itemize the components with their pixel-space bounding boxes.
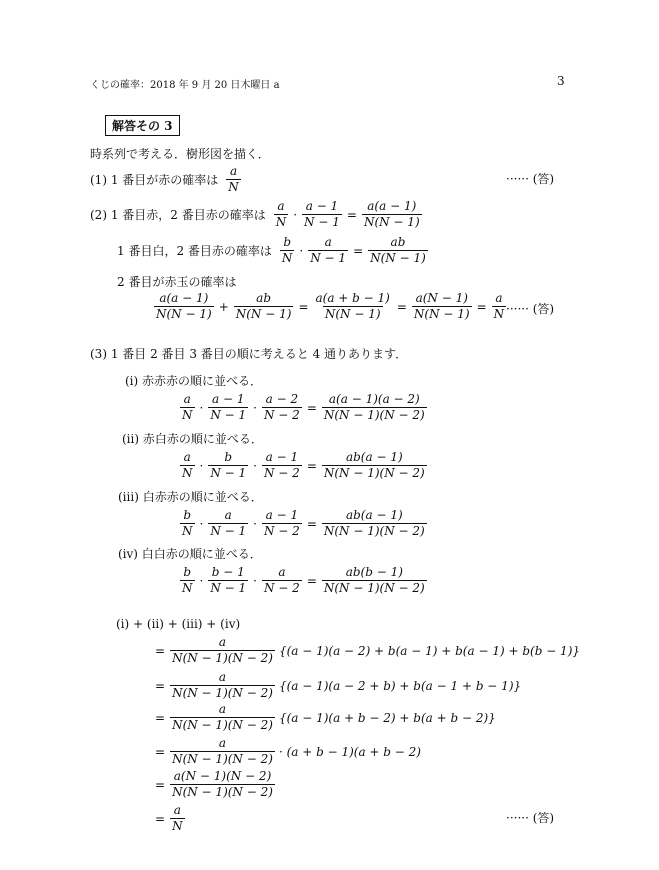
fraction: $\frac{ab}{N(N - 1)}$ <box>370 235 426 265</box>
dot-op: · <box>199 400 204 415</box>
eq-op: = <box>155 777 166 792</box>
running-header: くじの確率：2018 年 9 月 20 日木曜日 a <box>90 80 280 91</box>
eq-op: = <box>155 744 166 759</box>
problem-2-line1 <box>90 200 424 229</box>
fraction: $\frac{ab(a - 1)}{N(N - 1)(N - 2)}$ <box>323 450 425 480</box>
fraction: $\frac{a}{N - 2}$ <box>263 565 300 595</box>
page-number: 3 <box>557 74 565 88</box>
fraction: a − 1 N − 1 <box>210 392 247 422</box>
fraction: b − 1 N − 1 <box>210 565 247 595</box>
fraction: a N <box>182 450 193 480</box>
dot-op: · <box>253 573 257 588</box>
fraction: a N <box>275 199 287 229</box>
fraction: $\frac{a - 1}{N - 1}$ <box>304 199 340 229</box>
sum-label: (i) + (ii) + (iii) + (iv) <box>116 617 241 631</box>
expr: · (a + b − 1)(a + b − 2) <box>278 744 421 759</box>
problem-2-line3-label: 2 番目が赤玉の確率は <box>117 275 237 289</box>
fraction: b N <box>182 508 193 538</box>
sum-step-2 <box>152 671 521 700</box>
eq-op: = <box>353 243 364 258</box>
plus-op: + <box>218 299 229 314</box>
problem-2-sum <box>152 292 508 321</box>
fraction: $\frac{a - 1}{N - 2}$ <box>263 508 300 538</box>
expr: {(a − 1)(a − 2) + b(a − 1) + b(a − 1) + b(b − 1)} <box>278 643 581 658</box>
problem-1-label: (1) 1 番目が赤の確率は <box>90 173 219 187</box>
sum-step-1 <box>152 636 580 665</box>
case-1-formula <box>178 393 429 422</box>
fraction: $\frac{a}{N - 1}$ <box>310 235 347 265</box>
answer-mark-1: ······ (答) <box>506 172 555 186</box>
fraction: $\frac{a}{N}$ <box>493 291 505 321</box>
fraction: $\frac{a}{N(N - 1)(N - 2)}$ <box>172 670 273 700</box>
fraction: $\frac{a - 1}{N - 2}$ <box>263 450 300 480</box>
eq-op: = <box>155 643 166 658</box>
case-2-formula <box>178 451 429 480</box>
fraction: $\frac{a}{N(N - 1)(N - 2)}$ <box>172 736 273 766</box>
fraction: a N <box>182 392 193 422</box>
fraction: $\frac{a(a + b - 1)}{N(N - 1)}$ <box>315 291 390 321</box>
dot-op: · <box>253 458 257 473</box>
dot-op: · <box>253 400 257 415</box>
problem-2-label: (2) 1 番目赤，2 番目赤の確率は <box>90 208 266 222</box>
fraction: b N − 1 <box>210 450 247 480</box>
case-3-label: (iii) 白赤赤の順に並べる． <box>118 490 263 504</box>
fraction: b N <box>182 565 193 595</box>
dot-op: · <box>253 516 257 531</box>
problem-3-label: (3) 1 番目 2 番目 3 番目の順に考えると 4 通りあります． <box>90 347 408 361</box>
section-title: 解答その 3 <box>105 115 180 136</box>
dot-op: · <box>199 458 204 473</box>
fraction: a N − 1 <box>210 508 247 538</box>
eq-op: = <box>155 678 166 693</box>
fraction: $\frac{a(N - 1)}{N(N - 1)}$ <box>413 291 470 321</box>
eq-op: = <box>298 299 309 314</box>
case-4-formula <box>178 566 429 595</box>
fraction: $\frac{ab(b - 1)}{N(N - 1)(N - 2)}$ <box>323 565 425 595</box>
sum-step-4 <box>152 737 421 766</box>
eq-op: = <box>306 573 317 588</box>
fraction: $\frac{ab(a - 1)}{N(N - 1)(N - 2)}$ <box>323 508 425 538</box>
eq-op: = <box>396 299 407 314</box>
fraction: a(a − 1) N(N − 1) <box>156 291 212 321</box>
intro-text: 時系列で考える．樹形図を描く． <box>90 147 270 161</box>
fraction: $\frac{a(a - 1)}{N(N - 1)}$ <box>363 199 420 229</box>
eq-op: = <box>155 710 166 725</box>
eq-op: = <box>476 299 487 314</box>
problem-2-line2 <box>117 236 430 265</box>
sum-step-3 <box>152 703 496 732</box>
fraction: $\frac{ab}{N(N - 1)}$ <box>235 291 292 321</box>
answer-mark-2: ······ (答) <box>506 302 555 316</box>
dot-op: · <box>299 243 304 258</box>
dot-op: · <box>199 573 204 588</box>
case-4-label: (iv) 白白赤の順に並べる． <box>118 547 262 561</box>
fraction: $\frac{a(a - 1)(a - 2)}{N(N - 1)(N - 2)}$ <box>323 392 425 422</box>
problem-2-line2-label: 1 番目白，2 番目赤の確率は <box>117 244 272 258</box>
expr: {(a − 1)(a + b − 2) + b(a + b − 2)} <box>278 710 496 725</box>
expr: {(a − 1)(a − 2 + b) + b(a − 1 + b − 1)} <box>278 678 522 693</box>
fraction: $\frac{a}{N(N - 1)(N - 2)}$ <box>172 635 273 665</box>
eq-op: = <box>346 207 357 222</box>
case-2-label: (ii) 赤白赤の順に並べる． <box>122 432 263 446</box>
fraction: $\frac{a}{N(N - 1)(N - 2)}$ <box>172 702 273 732</box>
fraction: $\frac{a}{N}$ <box>172 803 183 833</box>
eq-op: = <box>306 458 317 473</box>
eq-op: = <box>306 400 317 415</box>
eq-op: = <box>306 516 317 531</box>
problem-1 <box>90 165 243 194</box>
case-1-label: (i) 赤赤赤の順に並べる． <box>125 374 263 388</box>
case-3-formula <box>178 509 429 538</box>
dot-op: · <box>199 516 204 531</box>
sum-step-6 <box>152 804 187 833</box>
fraction: a N <box>228 164 239 194</box>
answer-mark-3: ······ (答) <box>506 811 555 825</box>
eq-op: = <box>155 811 166 826</box>
fraction: $\frac{a(N - 1)(N - 2)}{N(N - 1)(N - 2)}$ <box>172 769 273 799</box>
sum-step-5 <box>152 770 277 799</box>
dot-op: · <box>293 207 298 222</box>
fraction: $\frac{a - 2}{N - 2}$ <box>263 392 300 422</box>
fraction: b N <box>281 235 293 265</box>
